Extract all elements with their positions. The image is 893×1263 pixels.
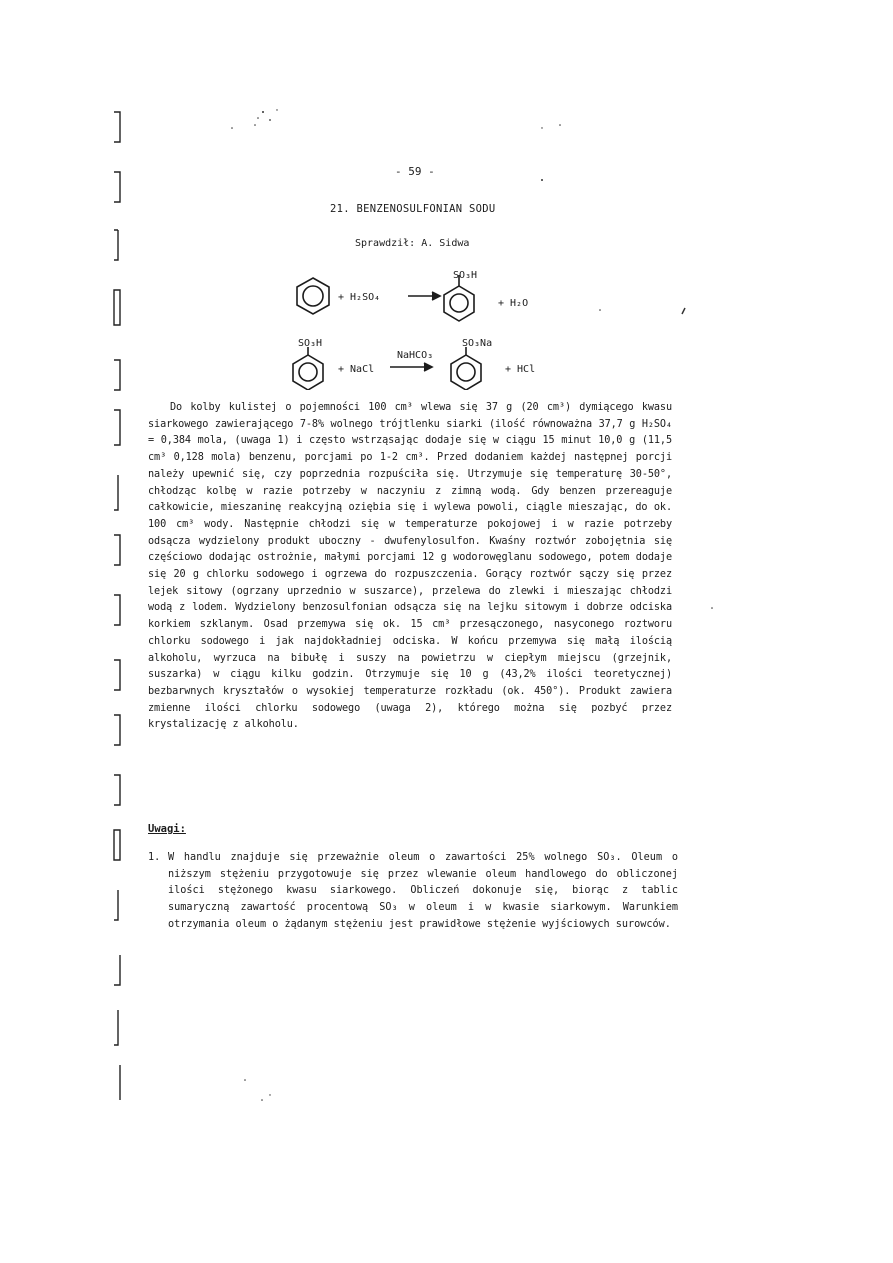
checker-line: Sprawdził: A. Sidwa [355,238,470,249]
notes-list [148,850,678,934]
group-so3na: SO₃Na [462,338,493,349]
benzenesulfonic-ring-icon [444,275,474,321]
notes-heading: Uwagi: [148,823,186,835]
byproduct-hcl: + HCl [505,364,536,375]
procedure-paragraph: Do kolby kulistej o pojemności 100 cm³ wlewa się 37 g (20 cm³) dymiącego kwasu siarkowego zawierającego 7-8% wolnego trójtlenku siarki (ilość równoważna 37,7 g H₂SO₄ = 0,384 mola, (uwaga 1) i często wstrząsając dodaje się w ciągu 15 minut 10,0 g (11,5 cm³ 0,128 mola) benzenu, porcjami po 1-2 cm³. Przed dodaniem każdej następnej porcji należy upewnić się, czy poprzednia rozpuściła się. Utrzymuje się temperaturę 30-50°, chłodząc kolbę w razie potrzeby w naczyniu z zimną wodą. Gdy benzen przereaguje całkowicie, mieszaninę reakcyjną oziębia się i wylewa powoli, ciągle mieszając, do ok. 100 cm³ wody. Następnie chłodzi się w temperaturze pokojowej i w razie potrzeby odsącza wydzielony produkt uboczny - dwufenylosulfon. Kwaśny roztwór zobojętnia się częściowo dodając ostrożnie, małymi porcjami 12 g wodorowęglanu sodowego, potem dodaje się 20 g chlorku sodowego i ogrzewa do rozpuszczenia. Gorący roztwór sączy się przez lejek sitowy (ogrzany uprzednio w suszarce), przelewa do zlewki i mieszając chłodzi wodą z lodem. Wydzielony benzosulfonian odsącza się na lejku sitowym i dobrze odciska korkiem szklanym. Osad przemywa się ok. 15 cm³ przesączonego, nasyconego roztworu chlorku sodowego i jak najdokładniej odciska. W końcu przemywa się małą ilością alkoholu, wyrzuca na bibułę i suszy na powietrzu w ciepłym miejscu (grzejnik, suszarka) w ciągu kilku godzin. Otrzymuje się 10 g (43,2% ilości teoretycznej) bezbarwnych kryształów o wysokiej temperaturze rozkładu (ok. 450°). Produkt zawiera zmienne ilości chlorku sodowego (uwaga 2), którego można się pozbyć przez krystalizację z alkoholu. [148,402,672,731]
group-so3h-2: SO₃H [298,338,323,349]
group-so3h-1: SO₃H [453,270,478,281]
benzenesulfonic-ring-2-icon [293,347,323,390]
byproduct-h2o: + H₂O [498,298,529,309]
benzene-ring-icon [297,278,329,314]
reaction-scheme [280,265,580,390]
page-number: - 59 - [395,165,435,178]
note-text: W handlu znajduje się przeważnie oleum o zawartości 25% wolnego SO₃. Oleum o niższym stężeniu przygotowuje się przez wlewanie oleum handlowego do obliczonej ilości stężonego kwasu siarkowego. Obliczeń dokonuje się, biorąc z tablic sumaryczną zawartość procentową SO₃ w oleum i w kwasie siarkowym. Warunkiem otrzymania oleum o żądanym stężeniu jest prawidłowe stężenie wyjściowych surowców. [168,852,678,930]
reagent-nacl: + NaCl [338,364,375,375]
note-number: 1. [148,852,161,863]
note-item [148,850,678,934]
procedure-text [148,400,672,734]
reagent-h2so4: + H₂SO₄ [338,292,381,303]
catalyst-nahco3: NaHCO₃ [397,350,434,361]
sodium-benzenesulfonate-ring-icon [451,347,481,390]
page-title: 21. BENZENOSULFONIAN SODU [330,203,496,215]
